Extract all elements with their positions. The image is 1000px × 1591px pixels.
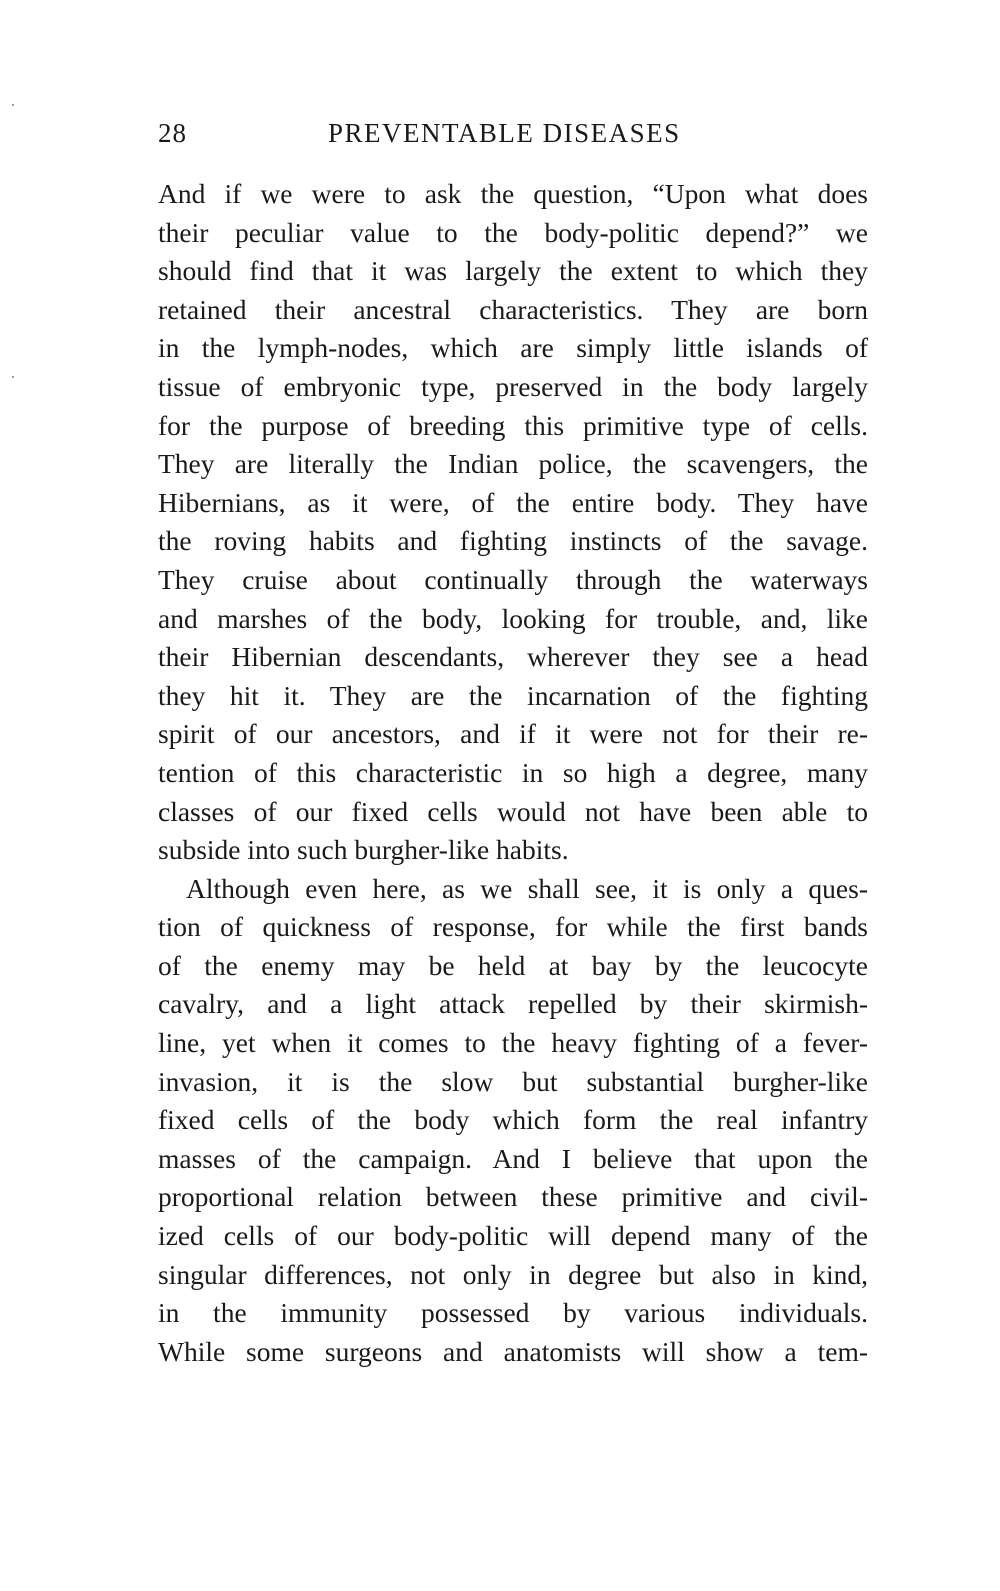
text-line: of the enemy may be held at bay by the leucocyte xyxy=(158,949,868,981)
text-line: they hit it. They are the incarnation of the fighting xyxy=(158,679,868,711)
text-line: Although even here, as we shall see, it is only a ques- xyxy=(186,872,868,904)
text-line: in the lymph-nodes, which are simply little islands of xyxy=(158,332,868,364)
text-line: Hibernians, as it were, of the entire body. They have xyxy=(158,486,868,518)
body-text xyxy=(158,175,868,1371)
text-line: They are literally the Indian police, the scavengers, the xyxy=(158,448,868,480)
text-line: cavalry, and a light attack repelled by their skirmish- xyxy=(158,988,868,1020)
text-line: ized cells of our body-politic will depend many of the xyxy=(158,1220,868,1252)
text-line: in the immunity possessed by various individuals. xyxy=(158,1297,868,1329)
paragraph xyxy=(158,870,868,1372)
running-header xyxy=(158,118,868,158)
text-line: line, yet when it comes to the heavy fighting of a fever- xyxy=(158,1027,868,1059)
paragraph xyxy=(158,175,868,870)
text-line: fixed cells of the body which form the real infantry xyxy=(158,1104,868,1136)
text-line: proportional relation between these primitive and civil- xyxy=(158,1181,868,1213)
text-line: spirit of our ancestors, and if it were not for their re- xyxy=(158,718,868,750)
text-line: masses of the campaign. And I believe that upon the xyxy=(158,1142,868,1174)
text-line: subside into such burgher-like habits. xyxy=(158,834,569,866)
text-line: the roving habits and fighting instincts of the savage. xyxy=(158,525,868,557)
scan-speck xyxy=(12,376,14,378)
page-number: 28 xyxy=(158,118,187,148)
text-line: invasion, it is the slow but substantial burgher-like xyxy=(158,1065,868,1097)
text-line: tion of quickness of response, for while the first bands xyxy=(158,911,868,943)
text-line: for the purpose of breeding this primitive type of cells. xyxy=(158,409,868,441)
text-line: And if we were to ask the question, “Upon what does xyxy=(158,178,868,209)
text-line: tissue of embryonic type, preserved in the body largely xyxy=(158,370,868,402)
running-title: PREVENTABLE DISEASES xyxy=(328,118,681,148)
text-line: They cruise about continually through the waterways xyxy=(158,563,868,595)
scan-speck xyxy=(12,104,14,106)
text-line: retained their ancestral characteristics. They are born xyxy=(158,293,868,325)
text-line: tention of this characteristic in so high a degree, many xyxy=(158,756,868,788)
text-line: their peculiar value to the body-politic depend?” we xyxy=(158,216,868,248)
text-line: singular differences, not only in degree but also in kind, xyxy=(158,1258,868,1290)
text-line: should find that it was largely the extent to which they xyxy=(158,255,868,287)
text-line: and marshes of the body, looking for trouble, and, like xyxy=(158,602,868,634)
text-line: their Hibernian descendants, wherever they see a head xyxy=(158,641,868,673)
text-line: classes of our fixed cells would not have been able to xyxy=(158,795,868,827)
text-line: While some surgeons and anatomists will show a tem- xyxy=(158,1335,868,1367)
